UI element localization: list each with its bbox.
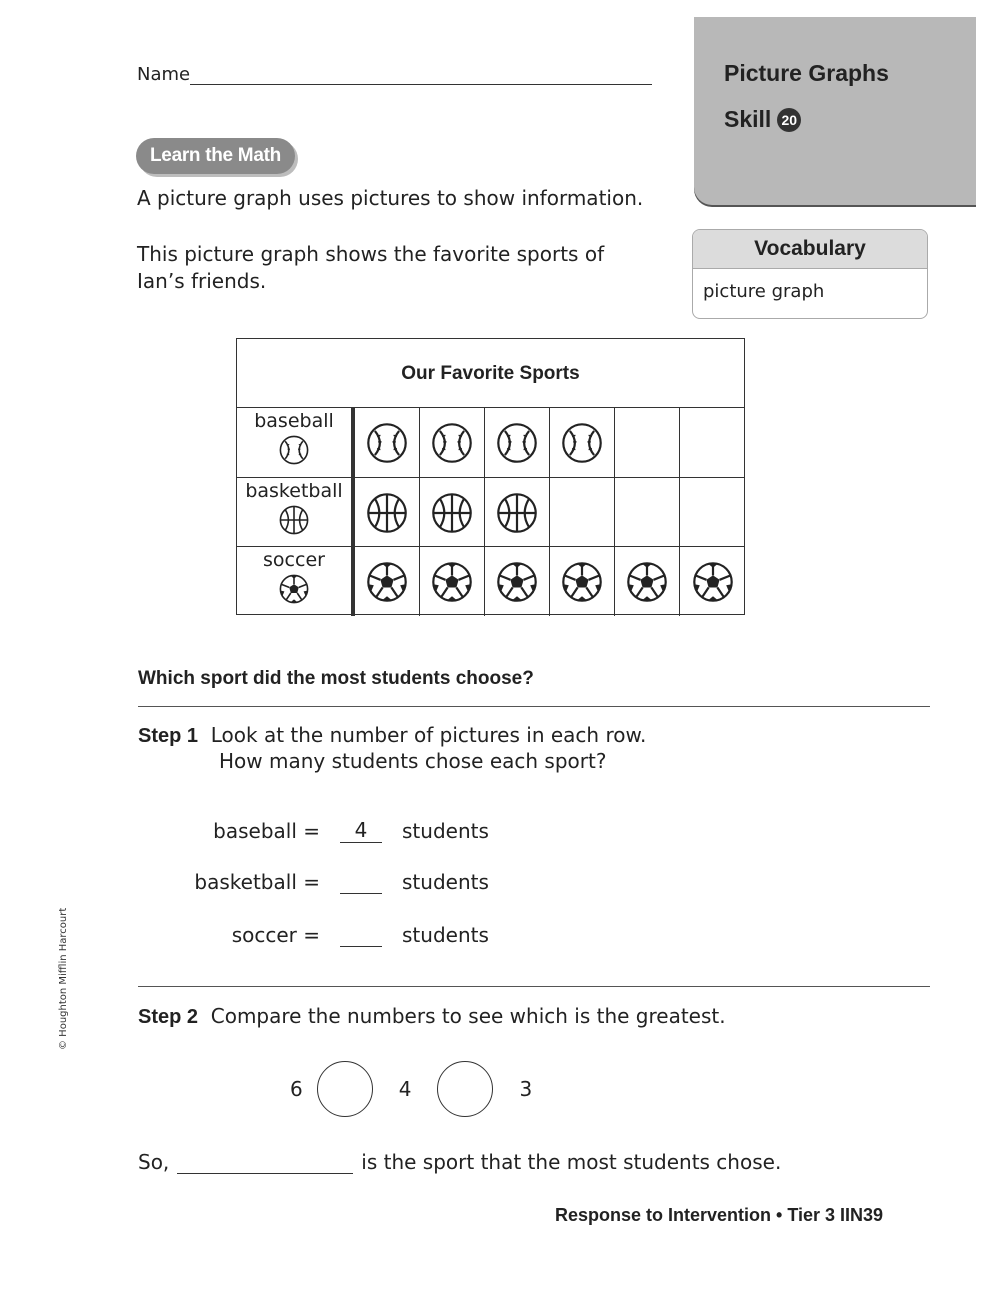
graph-cell [420, 408, 485, 477]
graph-title: Our Favorite Sports [237, 339, 744, 408]
graph-cell [485, 547, 550, 616]
baseball-icon [365, 421, 409, 465]
baseball-icon [430, 421, 474, 465]
soccer-ball-icon [365, 560, 409, 604]
graph-category [237, 547, 355, 616]
baseball-icon [495, 421, 539, 465]
graph-cell [420, 547, 485, 616]
count-row-soccer [130, 922, 489, 947]
count-row-basketball [130, 869, 489, 894]
basketball-icon [430, 491, 474, 535]
name-label: Name [137, 64, 191, 85]
footer: Response to Intervention • Tier 3 IIN39 [555, 1205, 884, 1225]
skill-number-badge: 20 [777, 108, 801, 132]
graph-cell [485, 478, 550, 547]
vocabulary-heading: Vocabulary [693, 230, 927, 269]
step-1-text-2: How many students chose each sport? [219, 749, 607, 773]
baseball-icon [560, 421, 604, 465]
soccer-ball-icon [495, 560, 539, 604]
graph-cell [680, 478, 745, 547]
soccer-ball-icon [625, 560, 669, 604]
vocabulary-box [692, 229, 928, 319]
graph-category [237, 478, 355, 547]
compare-number: 3 [519, 1077, 533, 1101]
comparison-row [290, 1061, 532, 1117]
basketball-icon [278, 504, 310, 536]
step-2 [138, 1003, 726, 1031]
skill-label: Skill [724, 106, 772, 132]
graph-cell [615, 547, 680, 616]
soccer-ball-icon [691, 560, 735, 604]
skill-row [724, 106, 801, 133]
count-answer-field[interactable]: 4 [340, 818, 382, 843]
count-answer-field[interactable] [340, 869, 382, 894]
learn-the-math-badge: Learn the Math [136, 138, 295, 174]
conclusion-suffix: is the sport that the most students chose. [361, 1150, 782, 1174]
intro-line-1: A picture graph uses pictures to show information. [137, 186, 644, 210]
picture-graph [236, 338, 745, 615]
graph-row-soccer [237, 546, 744, 616]
soccer-ball-icon [560, 560, 604, 604]
copyright: © Houghton Mifflin Harcourt [58, 907, 69, 1050]
count-unit: students [402, 922, 489, 947]
count-label: baseball = [213, 818, 320, 843]
step-1 [138, 722, 646, 750]
count-label: basketball = [194, 869, 320, 894]
graph-cell [420, 478, 485, 547]
graph-cell [485, 408, 550, 477]
graph-cell [550, 408, 615, 477]
skill-title: Picture Graphs [724, 60, 889, 86]
basketball-icon [365, 491, 409, 535]
conclusion [138, 1150, 781, 1174]
graph-category [237, 408, 355, 477]
graph-category-label: basketball [245, 480, 343, 502]
graph-cell [615, 478, 680, 547]
conclusion-answer-field[interactable] [177, 1151, 353, 1174]
step-2-label: Step 2 [138, 1006, 199, 1028]
graph-cell [550, 478, 615, 547]
divider [138, 986, 930, 987]
soccer-ball-icon [278, 573, 310, 605]
graph-row-baseball [237, 408, 744, 477]
compare-symbol-circle[interactable] [437, 1061, 493, 1117]
graph-cell [355, 478, 420, 547]
graph-cell [680, 547, 745, 616]
graph-cell [355, 408, 420, 477]
basketball-icon [495, 491, 539, 535]
vocabulary-term: picture graph [703, 281, 825, 302]
graph-cell [615, 408, 680, 477]
graph-category-label: soccer [263, 549, 325, 571]
graph-cell [680, 408, 745, 477]
count-row-baseball [130, 818, 489, 843]
compare-symbol-circle[interactable] [317, 1061, 373, 1117]
count-unit: students [402, 818, 489, 843]
conclusion-prefix: So, [138, 1150, 170, 1174]
graph-cell [355, 547, 420, 616]
step-1-label: Step 1 [138, 725, 199, 747]
soccer-ball-icon [430, 560, 474, 604]
graph-category-label: baseball [254, 410, 334, 432]
compare-number: 6 [290, 1077, 303, 1101]
baseball-icon [278, 434, 310, 466]
name-input-line[interactable] [190, 84, 652, 85]
count-label: soccer = [231, 922, 320, 947]
step-1-text-1: Look at the number of pictures in each row. [210, 723, 647, 747]
divider [138, 706, 930, 707]
graph-cell [550, 547, 615, 616]
count-unit: students [402, 869, 489, 894]
count-answer-field[interactable] [340, 922, 382, 947]
step-2-text: Compare the numbers to see which is the greatest. [210, 1004, 726, 1028]
graph-row-basketball [237, 477, 744, 547]
compare-number: 4 [398, 1077, 412, 1101]
intro-line-2: This picture graph shows the favorite sports of Ian’s friends. [137, 242, 605, 293]
question: Which sport did the most students choose? [138, 668, 534, 689]
